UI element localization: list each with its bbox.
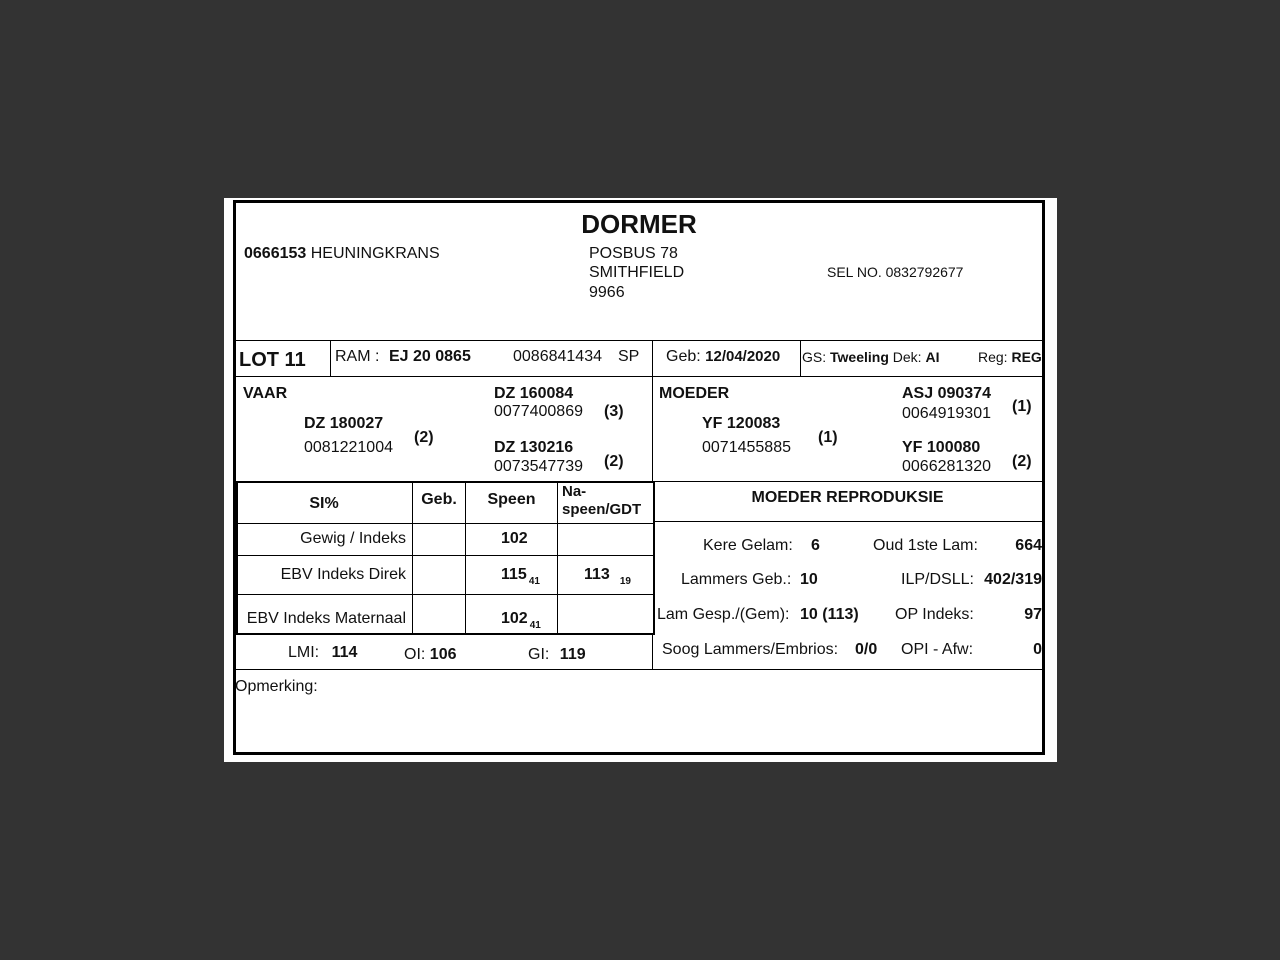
si-speen-value: 102	[501, 610, 528, 627]
ilp-value-text: 402/319	[984, 571, 1042, 588]
soog-value: 0/0	[855, 641, 878, 658]
si-row-line-2	[236, 555, 653, 556]
lmi-line	[288, 644, 357, 662]
divider-repro-title	[653, 521, 1042, 522]
si-row-speen	[501, 566, 540, 591]
si-speen-value: 102	[501, 530, 528, 547]
kere-gelam-label: Kere Gelam:	[703, 537, 793, 554]
si-row-speen	[501, 530, 528, 548]
divider-remarks	[236, 669, 1042, 670]
lam-gesp-label: Lam Gesp./(Gem):	[657, 606, 790, 623]
sire-dam-id: DZ 130216	[494, 439, 574, 456]
oud-value	[966, 537, 1042, 555]
lammers-geb-value: 10	[800, 571, 818, 588]
soog-label: Soog Lammers/Embrios:	[662, 641, 839, 658]
breeder-number: 0666153	[244, 245, 307, 262]
si-speen-value: 115	[501, 566, 527, 583]
ram-reg-number: 0086841434	[513, 348, 602, 365]
dek-value: AI	[925, 349, 940, 365]
dam-dam-number: 0066281320	[902, 458, 991, 475]
sire-sire-number: 0077400869	[494, 403, 583, 420]
oi-value: 106	[429, 646, 457, 663]
reg-label: Reg:	[978, 349, 1008, 365]
si-naspeen-value: 113	[584, 566, 610, 583]
birth-date: 12/04/2020	[705, 348, 781, 365]
divider-lot-v1	[330, 340, 331, 376]
divider-indices-v	[652, 635, 653, 669]
dam-dam-count: (2)	[1012, 453, 1032, 470]
sire-count: (2)	[414, 429, 434, 446]
oi-label: OI:	[404, 646, 426, 663]
sire-sire-count: (3)	[604, 403, 624, 420]
op-value-text: 97	[1024, 606, 1042, 623]
si-row-line-3	[236, 594, 653, 595]
ilp-label: ILP/DSLL:	[901, 571, 974, 588]
oi-line	[404, 646, 457, 664]
si-header-naspeen: Na- speen/GDT	[562, 483, 642, 518]
ram-code: SP	[618, 348, 640, 365]
lot-card-sheet	[224, 198, 1057, 762]
si-header-si: SI%	[309, 495, 339, 512]
si-speen-sub: 41	[528, 576, 540, 587]
ram-label: RAM :	[335, 348, 380, 365]
si-speen-sub: 41	[529, 620, 541, 631]
dam-label: MOEDER	[659, 385, 730, 402]
op-label: OP Indeks:	[895, 606, 974, 623]
birth-line	[666, 348, 780, 366]
breeder-line	[244, 245, 440, 263]
si-col-line-3	[557, 481, 558, 635]
sire-dam-count: (2)	[604, 453, 624, 470]
ilp-value	[966, 571, 1042, 589]
lot-card	[233, 200, 1045, 755]
lammers-geb-label: Lammers Geb.:	[681, 571, 792, 588]
dam-dam-id: YF 100080	[902, 439, 981, 456]
si-row-line-1	[236, 523, 653, 524]
divider-lot	[236, 376, 1042, 377]
opi-value-text: 0	[1033, 641, 1042, 658]
gi-label: GI:	[528, 646, 550, 663]
si-row-label: Gewig / Indeks	[300, 530, 406, 547]
repro-title: MOEDER REPRODUKSIE	[751, 489, 944, 506]
breed-title: DORMER	[581, 209, 697, 239]
gi-line	[528, 646, 586, 664]
dek-label: Dek:	[892, 349, 922, 365]
dam-number: 0071455885	[702, 439, 791, 456]
sire-number: 0081221004	[304, 439, 393, 456]
gs-label: GS:	[802, 349, 827, 365]
reg-value: REG	[1011, 349, 1042, 365]
sire-sire-id: DZ 160084	[494, 385, 574, 402]
sire-label: VAAR	[243, 385, 288, 402]
si-row-speen	[501, 610, 541, 635]
breeder-name: HEUNINGKRANS	[310, 245, 440, 262]
sire-id: DZ 180027	[304, 415, 384, 432]
si-row-naspeen	[584, 566, 631, 591]
dam-sire-count: (1)	[1012, 398, 1032, 415]
lot-label: LOT 11	[239, 349, 306, 371]
opi-value	[966, 641, 1042, 659]
kere-gelam-value: 6	[811, 537, 820, 554]
oud-label: Oud 1ste Lam:	[873, 537, 978, 554]
divider-lot-v2	[652, 340, 653, 481]
gs-line	[802, 348, 939, 366]
si-row-label: EBV Indeks Direk	[280, 566, 406, 583]
dam-id: YF 120083	[702, 415, 781, 432]
dam-sire-id: ASJ 090374	[902, 385, 991, 402]
gs-value: Tweeling	[830, 349, 889, 365]
divider-lot-v3	[800, 340, 801, 376]
op-value	[966, 606, 1042, 624]
dam-count: (1)	[818, 429, 838, 446]
gi-value: 119	[559, 646, 586, 663]
lmi-value: 114	[331, 644, 358, 661]
oud-value-text: 664	[1015, 537, 1042, 554]
lmi-label: LMI:	[288, 644, 320, 661]
address-line1: POSBUS 78	[589, 245, 678, 262]
dam-sire-number: 0064919301	[902, 405, 991, 422]
si-header-geb: Geb.	[421, 491, 457, 508]
remarks-label: Opmerking:	[235, 678, 318, 695]
sire-dam-number: 0073547739	[494, 458, 583, 475]
divider-header	[236, 340, 1042, 341]
si-header-speen: Speen	[487, 491, 536, 508]
si-row-label: EBV Indeks Maternaal	[246, 610, 406, 627]
lam-gesp-value: 10 (113)	[800, 606, 859, 623]
si-naspeen-sub: 19	[619, 576, 631, 587]
opi-label: OPI - Afw:	[901, 641, 974, 658]
ram-id: EJ 20 0865	[389, 348, 471, 365]
address-line2: SMITHFIELD	[589, 264, 685, 281]
reg-line	[978, 348, 1042, 366]
address-line3: 9966	[589, 284, 625, 301]
birth-label: Geb:	[666, 348, 701, 365]
breeder-phone: SEL NO. 0832792677	[827, 264, 964, 280]
